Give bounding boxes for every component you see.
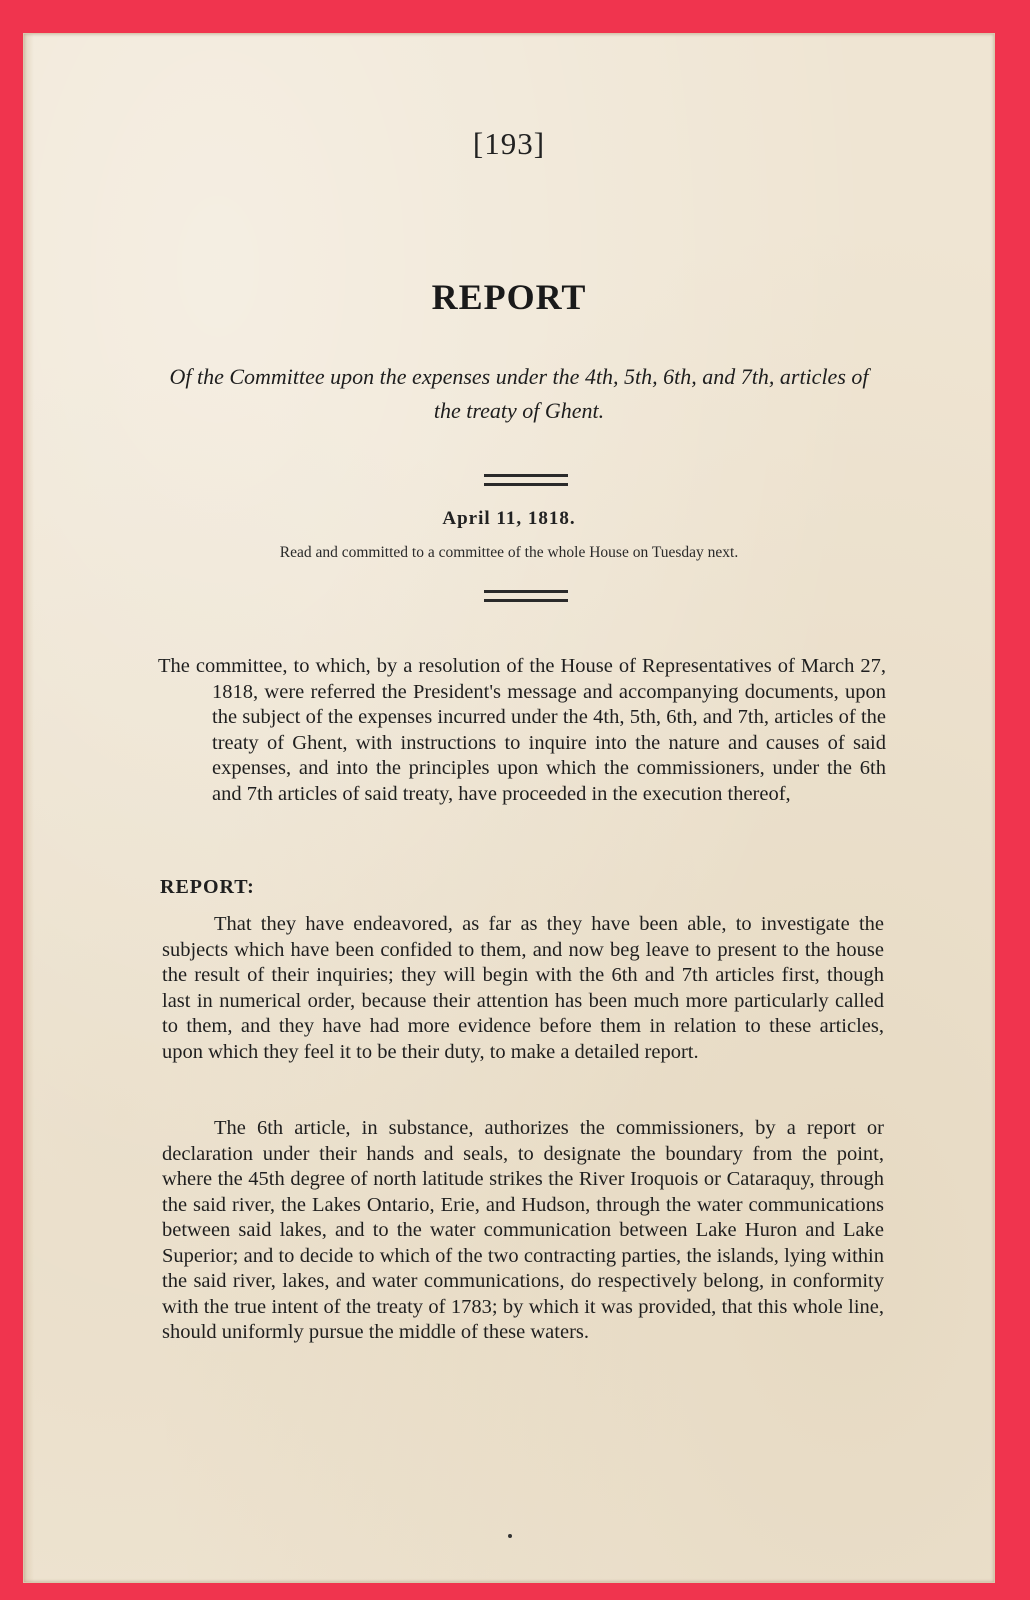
intro-paragraph: The committee, to which, by a resolution of the House of Representatives of March 27, 1818, were referred the President's message and accompanying documents, upon the subject of the expenses incurred under the 4th, 5th, 6th, and 7th, articles of the treaty of Ghent, with instructions to inquire into the nature and causes of said expenses, and into the principles upon which the commissioners, under the 6th and 7th articles of said treaty, have proceeded in the execution thereof,	[158, 655, 886, 805]
page-edge-shadow	[24, 34, 34, 1582]
body-paragraph: That they have endeavored, as far as they have been able, to investigate the subjects which have been confided to them, and now beg leave to present to the house the result of their inquiries; they will begin with the 6th and 7th articles first, though last in numerical order, because their attention has been much more particularly called to them, and they have had more evidence before them in relation to these articles, upon which they feel it to be their duty, to make a detailed report.	[162, 913, 884, 1063]
body-paragraph: The 6th article, in substance, authorizes the commissioners, by a report or declaration under their hands and seals, to designate the boundary from the point, where the 45th degree of north latitude strikes the River Iroquois or Cataraquy, through the said river, the Lakes Ontario, Erie, and Hudson, through the water communications between said lakes, and to the water communication between Lake Huron and Lake Superior; and to decide to which of the two contracting parties, the islands, lying within the said river, lakes, and water communications, do respectively belong, in conformity with the true intent of the treaty of 1783; by which it was provided, that this whole line, should uniformly pursue the middle of these waters.	[162, 1117, 884, 1343]
report-date: April 11, 1818.	[442, 508, 576, 529]
committal-note: Read and committed to a committee of the whole House on Tuesday next.	[279, 544, 739, 561]
report-title: REPORT	[431, 277, 587, 317]
report-subtitle: Of the Committee upon the expenses under the 4th, 5th, 6th, and 7th, articles of the treaty of Ghent.	[169, 364, 869, 423]
report-heading: REPORT:	[160, 876, 255, 898]
page-number: [193]	[472, 126, 546, 161]
double-rule-divider	[484, 590, 568, 602]
double-rule-divider	[484, 474, 568, 486]
page-mark	[508, 1534, 512, 1538]
document-page	[24, 34, 994, 1582]
